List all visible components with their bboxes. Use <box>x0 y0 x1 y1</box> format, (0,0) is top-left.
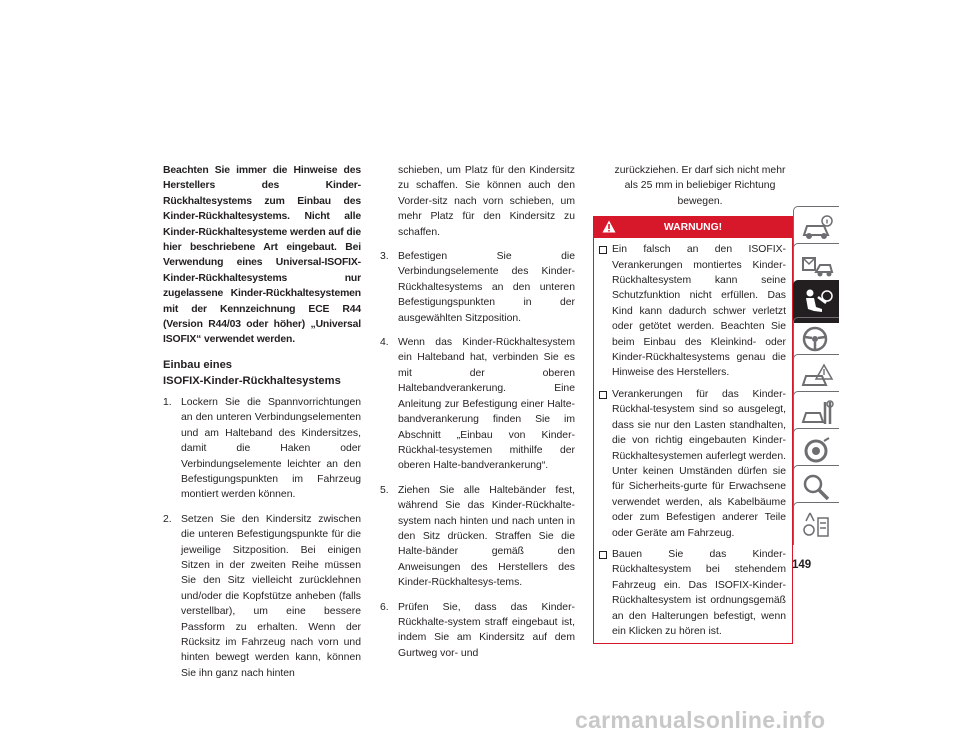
technical-data-icon <box>800 435 834 465</box>
steering-wheel-icon <box>800 324 834 354</box>
column-right <box>593 163 793 644</box>
step-2-continued: schieben, um Platz für den Kindersitz zu schaffen. Sie können auch den Vorder-sitz nach vorn schieben, um mehr Platz für den Kindersitz zu schaffen. <box>398 165 575 238</box>
dashboard-message-icon <box>800 250 834 280</box>
step-number: 4. <box>380 337 389 349</box>
warning-title: WARNUNG! <box>663 222 723 234</box>
step-text: Prüfen Sie, dass das Kinder-Rückhalte-system straff eingebaut ist, indem Sie am Kindersitz auf dem Gurtweg vor- und <box>398 601 575 659</box>
step-item <box>380 600 575 662</box>
warning-header <box>594 217 792 238</box>
section-heading-line-1: Einbau eines <box>163 358 233 371</box>
step-number: 1. <box>163 396 172 408</box>
step-text: Befestigen Sie die Verbindungselemente des Kinder-Rückhaltesystems an den unteren Befestigungspunkten in der ausgewählten Sitzposition. <box>398 251 575 324</box>
step-item <box>163 395 361 503</box>
watermark-text: carmanualsonline.info <box>575 707 826 733</box>
section-heading <box>163 357 361 389</box>
service-tools-icon <box>800 398 834 428</box>
steps-list-part-1 <box>163 395 361 681</box>
step-text: Lockern Sie die Spannvorrichtungen an den unteren Verbindungselementen und am Halteband des Kindersitzes, damit die Haken oder Verbindungselemente leichter an den Befestigungspunkten im Fahrzeug montiert werden können. <box>181 396 361 501</box>
intro-paragraph: Beachten Sie immer die Hinweise des Herstellers des Kinder-Rückhaltesystems zum Einbau des Kinder-Rückhaltesystems. Nicht alle Kinder-Rückhaltesysteme werden auf die hier beschriebene Art eingebaut. Bei Verwendung eines Universal-ISOFIX-Kinder-Rückhaltesystems nur zugelassene Kinder-Rückhaltesystemen mit der Kennzeichnung ECE R44 (Version R44/03 oder höher) „Universal ISOFIX“ verwendet werden. <box>163 165 361 346</box>
warning-car-icon <box>800 361 834 391</box>
step-number: 6. <box>380 601 389 613</box>
search-index-icon <box>800 472 834 502</box>
steps-list-part-2 <box>380 249 575 661</box>
airbag-safety-icon <box>800 287 834 317</box>
warning-item-text: Verankerungen für das Kinder-Rückhal-tesystem sind so ausgelegt, dass sie nur den Lasten standhalten, die von richtig eingebauten Kinder-Rückhaltesystemen auferlegt werden. Unter keinen Umständen dürfen sie für Sicherheits-gurte für Erwachsene verwendet werden, als Kabelbäume oder zum Befestigen anderer Teile oder Geräte am Fahrzeug. <box>612 388 786 539</box>
checkbox-bullet-icon <box>599 551 607 559</box>
page-number: 149 <box>792 559 812 571</box>
step-text: Wenn das Kinder-Rückhaltesystem ein Halteband hat, verbinden Sie es mit der oberen Haltebandverankerung. Eine Anleitung zur Befestigung einer Halte-bandverankerung finden Sie im Abschnitt „Einbau von Kinder-Rückhal-tesystemen mithilfe der oberen Halte-bandverankerung“. <box>398 337 575 472</box>
column-left <box>163 163 361 681</box>
step-item <box>380 249 575 326</box>
column-middle <box>380 163 575 661</box>
chapter-tabs <box>793 206 839 542</box>
step-number: 3. <box>380 251 389 263</box>
step-number: 5. <box>380 484 389 496</box>
car-info-icon <box>800 213 834 243</box>
warning-triangle-icon <box>602 220 616 233</box>
checkbox-bullet-icon <box>599 391 607 399</box>
step-number: 2. <box>163 513 172 525</box>
step-text: Setzen Sie den Kindersitz zwischen die unteren Befestigungspunkte für die jeweilige Sitzposition. Bei einigen Sitzen in der zweiten Reihe müssen Sie den Sitz vielleicht zurücklehnen und/oder die Kopfstütze anheben (falls verstellbar), um eine bessere Passform zu erhalten. Wenn der Rücksitz im Fahrzeug nach vorn und hinten bewegt werden kann, können Sie ihn ganz nach hinten <box>181 513 361 679</box>
warning-item-text: Bauen Sie das Kinder-Rückhaltesystem bei stehendem Fahrzeug ein. Das ISOFIX-Kinder-Rückhaltesystem ist ordnungsgemäß an den Halterungen befestigt, wenn ein Klicken zu hören ist. <box>612 548 786 637</box>
warning-box <box>593 216 793 644</box>
step-item <box>380 335 575 474</box>
step-text: Ziehen Sie alle Haltebänder fest, während Sie das Kinder-Rückhalte-system nach hinten und nach unten in den Sitz drücken. Straffen Sie die Halte-bänder gemäß den Anweisungen des Herstellers des Kinder-Rückhaltesys-tems. <box>398 484 575 589</box>
warning-item-text: Ein falsch an den ISOFIX-Verankerungen montiertes Kinder-Rückhaltesystem kann seine Schutzfunktion nicht erfüllen. Das Kind kann dadurch schwer verletzt oder getötet werden. Beachten Sie beim Einbau des Kleinkind- oder Kinder-Rückhaltesystems genau die Hinweise des Herstellers. <box>612 244 786 379</box>
step-item <box>380 483 575 591</box>
warning-body <box>594 238 792 643</box>
tab-multimedia[interactable] <box>793 502 839 545</box>
section-heading-line-2: ISOFIX-Kinder-Rückhaltesystems <box>163 374 341 387</box>
checkbox-bullet-icon <box>599 246 607 254</box>
multimedia-icon <box>800 509 834 539</box>
warning-item <box>598 242 786 381</box>
warning-item <box>598 547 786 639</box>
step-item <box>163 512 361 681</box>
warning-item <box>598 387 786 541</box>
step-6-continued: zurückziehen. Er darf sich nicht mehr als 25 mm in beliebiger Richtung bewegen. <box>614 165 786 207</box>
